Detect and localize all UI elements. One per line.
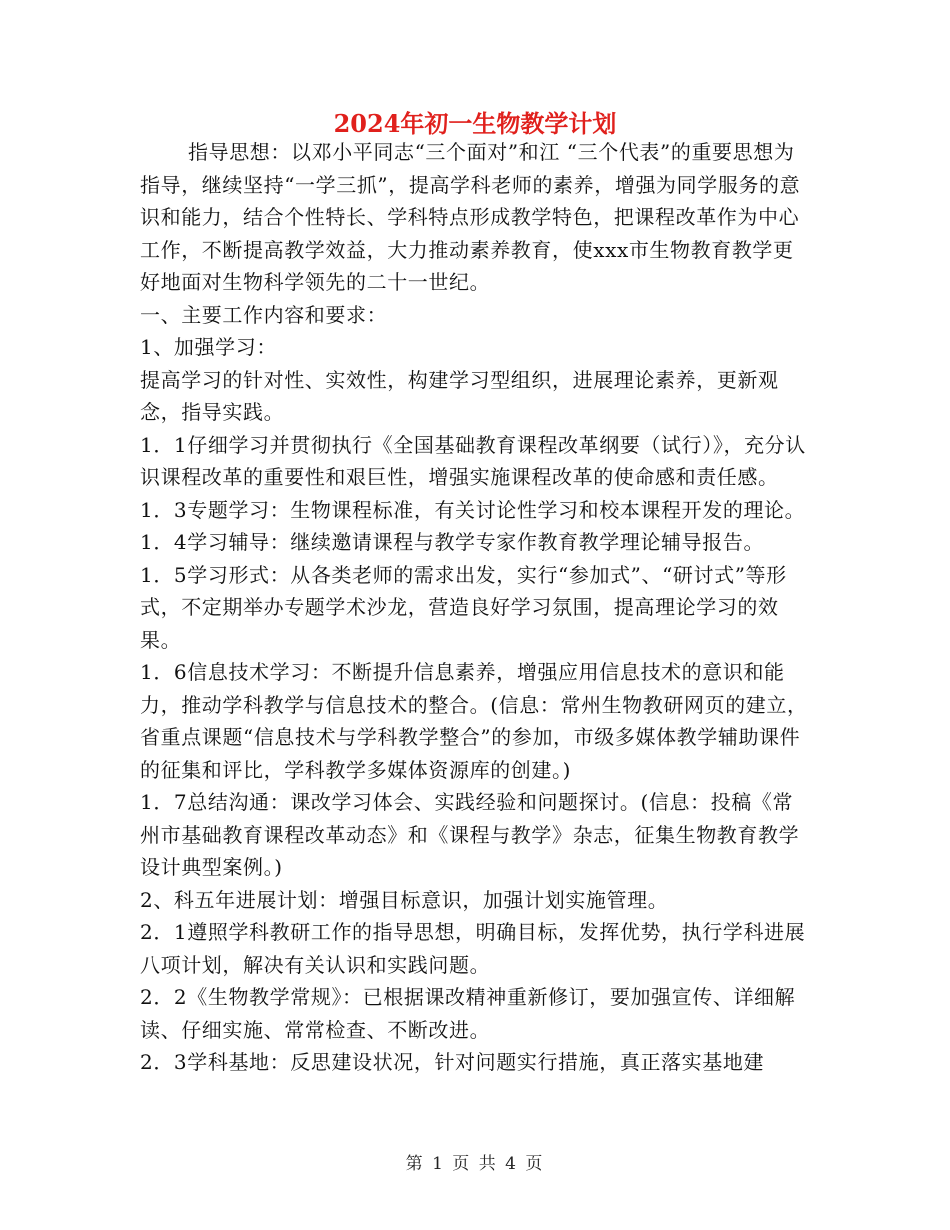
heading-five-year-plan: 2、科五年进展计划：增强目标意识，加强计划实施管理。	[140, 887, 669, 912]
paragraph-item-1-1: 1．1仔细学习并贯彻执行《全国基础教育课程改革纲要（试行）》，充分认识课程改革的重要性和艰巨性，增强实施课程改革的使命感和责任感。 1．3专题学习：生物课程标准，有关讨论性学习和校本课程开发的理论。	[140, 432, 806, 522]
heading-strengthen-learning: 1、加强学习：	[140, 335, 277, 359]
paragraph-item-1-6: 1．6信息技术学习：不断提升信息素养，增强应用信息技术的意识和能力，推动学科教学与信息技术的整合。(信息：常州生物教研网页的建立，省重点课题“信息技术与学科教学整合”的参加，市级多媒体教学辅助课件的征集和评比，学科教学多媒体资源库的创建。)	[140, 660, 808, 782]
paragraph-item-1-5: 1．5学习形式：从各类老师的需求出发，实行“参加式”、“研讨式”等形式，不定期举办专题学术沙龙，营造良好学习氛围，提高理论学习的效果。	[140, 562, 787, 652]
paragraph-item-1-4: 1．4学习辅导：继续邀请课程与教学专家作教育教学理论辅导报告。	[140, 530, 765, 554]
paragraph-guiding-ideology: 指导思想：以邓小平同志“三个面对”和江 “三个代表”的重要思想为指导，继续坚持“一学三抓”，提高学科老师的素养，增强为同学服务的意识和能力，结合个性特长、学科特点形成教学特色，把课程改革作为中心工作，不断提高教学效益，大力推动素养教育，使xxx市生物教育教学更好地面对生物科学领先的二十一世纪。	[140, 140, 801, 294]
paragraph-item-2-2: 2．2《生物教学常规》：已根据课改精神重新修订，要加强宣传、详细解读、仔细实施、常常检查、不断改进。	[140, 985, 796, 1042]
paragraph-learning-goals: 提高学习的针对性、实效性，构建学习型组织，进展理论素养，更新观念，指导实践。	[140, 367, 779, 424]
paragraph-item-2-3: 2．3学科基地：反思建设状况，针对问题实行措施，真正落实基地建	[140, 1050, 765, 1074]
heading-main-work: 一、主要工作内容和要求：	[140, 302, 388, 327]
document-body	[140, 136, 812, 1079]
paragraph-item-1-7: 1．7总结沟通：课改学习体会、实践经验和问题探讨。(信息：投稿《常州市基础教育课程改革动态》和《课程与教学》杂志，征集生物教育教学设计典型案例。)	[140, 790, 800, 879]
paragraph-item-2-1: 2．1遵照学科教研工作的指导思想，明确目标，发挥优势，执行学科进展八项计划，解决有关认识和实践问题。	[140, 920, 806, 977]
page-number: 第 1 页 共 4 页	[405, 1154, 545, 1174]
document-title: 2024年初一生物教学计划	[333, 109, 617, 138]
